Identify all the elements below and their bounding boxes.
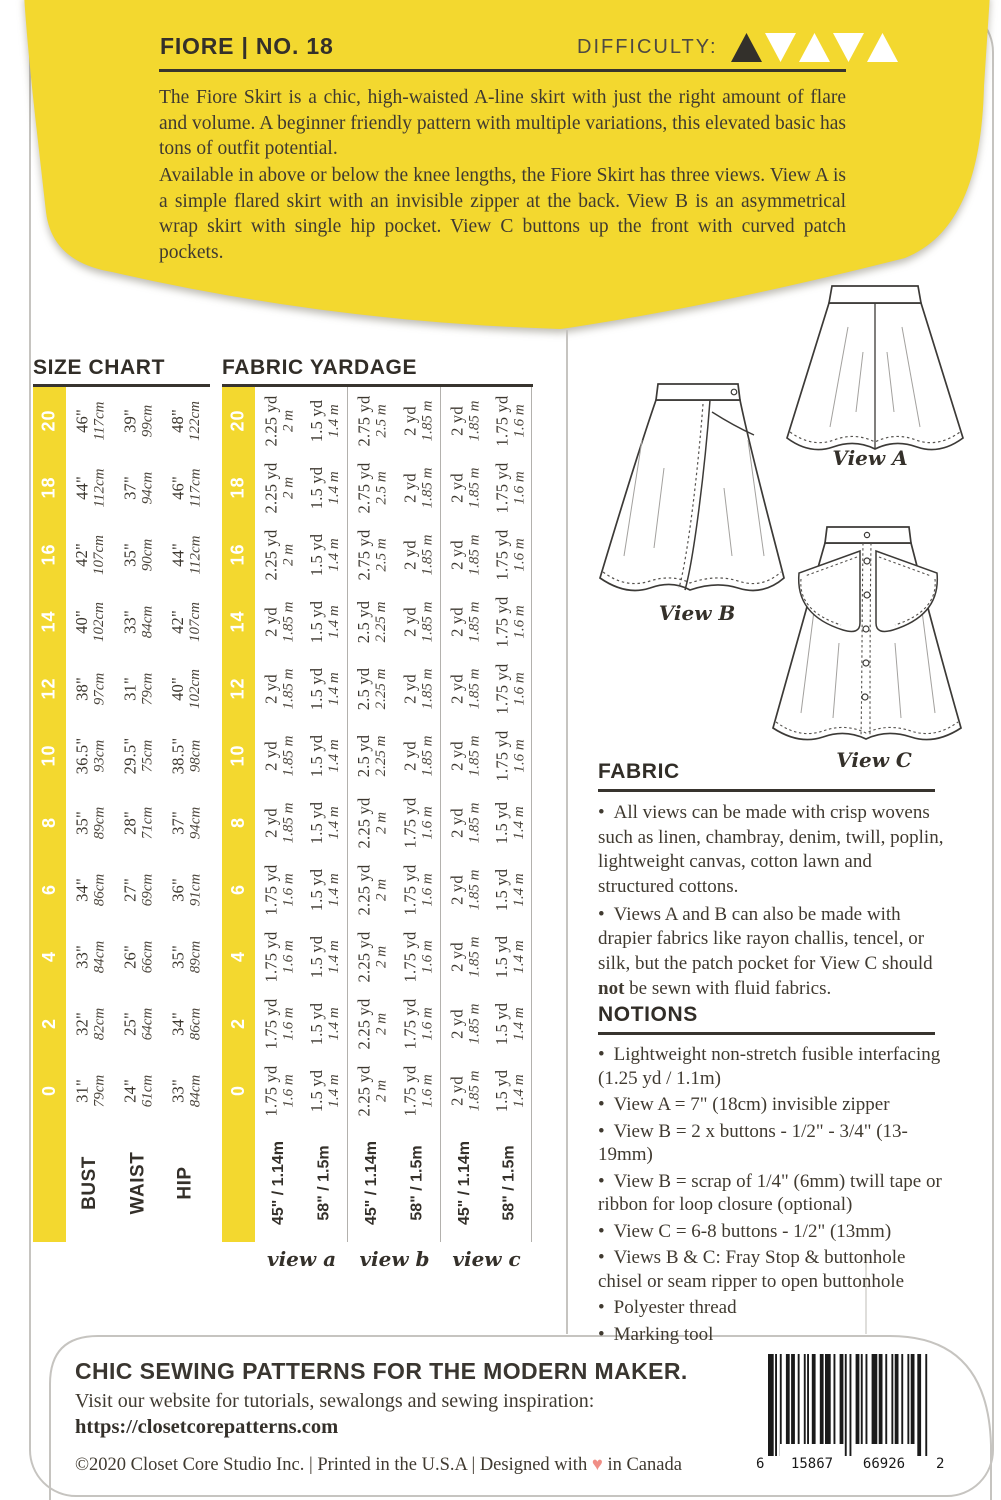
size-cell: 10 — [222, 722, 255, 789]
bullet-item: • View B = scrap of 1/4" (6mm) twill tape or ribbon for loop closure (optional) — [598, 1170, 942, 1216]
size-cell: 0 — [222, 1057, 255, 1124]
svg-text:15867: 15867 — [790, 1456, 834, 1472]
difficulty-triangle-1 — [731, 33, 762, 62]
measurement-cell: 38" 97cm — [72, 672, 107, 705]
size-chart-heading: SIZE CHART — [33, 356, 165, 379]
bullet-item: • View C = 6-8 buttons - 1/2" (13mm) — [598, 1220, 892, 1242]
row-label-cell: BUST — [79, 1156, 101, 1210]
description-paragraph-2: Available in above or below the knee lengths, the Fiore Skirt has three views. View A is a simple flared skirt with an invisible zipper at the back. View B is an asymmetrical wrap skirt with single hip pocket. View C buttons up the front with curved patch pockets. — [159, 165, 846, 264]
yardage-cell: 1.5 yd 1.4 m — [489, 923, 532, 990]
measurement-cell: 27" 69cm — [120, 873, 155, 906]
pattern-title: FIORE | NO. 18 — [160, 33, 334, 59]
measurement-cell: 44" 112cm — [71, 468, 107, 507]
yardage-cell: 2.25 yd 2 m — [261, 529, 296, 580]
measurement-cell: 39" 99cm — [120, 404, 155, 437]
yardage-cell: 1.75 yd 1.6 m — [261, 1065, 296, 1116]
size-cell: 8 — [33, 789, 66, 856]
title-rule — [159, 69, 846, 72]
measurement-cell: 38.5" 98cm — [168, 737, 203, 774]
difficulty-triangle-4 — [833, 33, 864, 62]
yardage-cell: 2.25 yd 2 m — [354, 1065, 389, 1116]
measurement-cell: 28" 71cm — [120, 806, 155, 839]
measurement-cell: 34" 86cm — [168, 1007, 203, 1040]
yardage-cell: 2 yd 1.85 m — [261, 802, 296, 843]
yardage-cell: 1.5 yd 1.4 m — [489, 856, 532, 923]
footer-url: https://closetcorepatterns.com — [75, 1416, 339, 1438]
width-label-cell: 58" / 1.5m — [489, 1124, 532, 1242]
description-paragraph-1: The Fiore Skirt is a chic, high-waisted A-line skirt with just the right amount of flare and volume. A beginner friendly pattern with multiple variations, this elevated basic has tons of outfit potential. — [159, 87, 846, 160]
yardage-cell: 1.5 yd 1.4 m — [489, 1057, 532, 1124]
size-cell: 20 — [222, 387, 255, 454]
measurement-cell: 37" 94cm — [168, 806, 203, 839]
yardage-cell: 1.75 yd 1.6 m — [489, 588, 532, 655]
width-label-cell: 58" / 1.5m — [303, 1124, 348, 1242]
difficulty-triangle-2 — [765, 33, 796, 62]
yardage-cell: 2.25 yd 2 m — [354, 931, 389, 982]
yardage-cell: 2 yd 1.85 m — [447, 802, 482, 843]
yardage-cell: 2.25 yd 2 m — [261, 462, 296, 513]
fabric-rule — [598, 789, 935, 792]
size-cell: 0 — [33, 1057, 66, 1124]
measurement-cell: 35" 89cm — [72, 806, 107, 839]
yardage-cell: 2 yd 1.85 m — [396, 722, 441, 789]
bullet-item: • View A = 7" (18cm) invisible zipper — [598, 1094, 890, 1116]
yardage-cell: 2.25 yd 2 m — [354, 864, 389, 915]
svg-text:66926: 66926 — [862, 1456, 906, 1472]
yardage-cell: 1.75 yd 1.6 m — [489, 722, 532, 789]
width-label-cell: 45" / 1.14m — [270, 1140, 287, 1226]
yardage-cell: 1.5 yd 1.4 m — [303, 1057, 348, 1124]
yardage-cell: 1.5 yd 1.4 m — [303, 655, 348, 722]
yardage-cell: 2 yd 1.85 m — [447, 1070, 482, 1111]
yardage-cell: 1.5 yd 1.4 m — [303, 990, 348, 1057]
measurement-cell: 40" 102cm — [72, 601, 107, 642]
yardage-cell: 2 yd 1.85 m — [396, 655, 441, 722]
yardage-cell: 1.75 yd 1.6 m — [261, 931, 296, 982]
yardage-cell: 1.5 yd 1.4 m — [303, 454, 348, 521]
notions-bullet-list — [598, 1043, 945, 1350]
yardage-cell: 2.75 yd 2.5 m — [354, 529, 389, 580]
measurement-cell: 35" 90cm — [120, 538, 155, 571]
yardage-cell: 1.5 yd 1.4 m — [303, 856, 348, 923]
measurement-cell: 31" 79cm — [72, 1074, 107, 1107]
size-cell: 12 — [33, 655, 66, 722]
difficulty-triangles — [731, 33, 898, 62]
measurement-cell: 32" 82cm — [72, 1007, 107, 1040]
yardage-cell: 1.75 yd 1.6 m — [261, 998, 296, 1049]
bullet-item: • All views can be made with crisp wovens such as linen, chambray, denim, twill, poplin, lightweight canvas, cotton lawn and structured cottons. — [598, 802, 944, 898]
barcode — [748, 1352, 998, 1482]
yardage-cell: 1.5 yd 1.4 m — [489, 990, 532, 1057]
yardage-cell: 2.75 yd 2.5 m — [354, 462, 389, 513]
yardage-cell: 2 yd 1.85 m — [447, 936, 482, 977]
yardage-cell: 1.75 yd 1.6 m — [396, 990, 441, 1057]
measurement-cell: 42" 107cm — [168, 601, 203, 642]
yardage-cell: 1.75 yd 1.6 m — [396, 923, 441, 990]
yardage-cell: 2.5 yd 2.25 m — [353, 734, 389, 777]
measurement-cell: 29.5" 75cm — [120, 737, 155, 774]
yardage-cell: 2 yd 1.85 m — [447, 400, 482, 441]
yardage-cell: 1.5 yd 1.4 m — [303, 789, 348, 856]
view-c-label: View C — [836, 748, 912, 772]
difficulty-triangle-3 — [799, 33, 830, 62]
notions-rule — [598, 1032, 935, 1035]
view-label: view c — [452, 1247, 521, 1271]
size-cell: 4 — [222, 923, 255, 990]
measurement-cell: 24" 61cm — [120, 1074, 155, 1107]
svg-text:6: 6 — [756, 1456, 765, 1472]
measurement-cell: 37" 94cm — [120, 471, 155, 504]
row-label-cell: HIP — [175, 1166, 196, 1200]
svg-text:2: 2 — [936, 1456, 945, 1472]
copyright-post: in Canada — [602, 1455, 682, 1475]
heart-icon: ♥ — [591, 1455, 603, 1475]
measurement-cell: 33" 84cm — [120, 605, 155, 638]
measurement-cell: 42" 107cm — [72, 534, 107, 575]
yardage-cell: 2 yd 1.85 m — [261, 668, 296, 709]
measurement-cell: 36" 91cm — [168, 873, 203, 906]
size-cell: 14 — [222, 588, 255, 655]
yardage-cell: 2 yd 1.85 m — [261, 735, 296, 776]
measurement-cell: 35" 89cm — [168, 940, 203, 973]
footer-tagline: CHIC SEWING PATTERNS FOR THE MODERN MAKER. — [75, 1358, 688, 1384]
width-label-cell: 45" / 1.14m — [363, 1140, 380, 1226]
yardage-cell: 1.75 yd 1.6 m — [396, 856, 441, 923]
view-a-skirt-illustration — [778, 282, 970, 460]
yardage-cell: 2 yd 1.85 m — [396, 387, 441, 454]
yardage-cell: 2 yd 1.85 m — [447, 1003, 482, 1044]
size-cell: 14 — [33, 588, 66, 655]
measurement-cell: 31" 79cm — [120, 672, 155, 705]
measurement-cell: 26" 66cm — [120, 940, 155, 973]
yardage-cell: 2 yd 1.85 m — [261, 601, 296, 642]
measurement-cell: 46" 117cm — [167, 468, 203, 507]
measurement-cell: 44" 112cm — [167, 535, 203, 574]
width-label-cell: 58" / 1.5m — [396, 1124, 441, 1242]
yardage-cell: 2 yd 1.85 m — [447, 467, 482, 508]
measurement-cell: 25" 64cm — [120, 1007, 155, 1040]
yardage-cell: 1.75 yd 1.6 m — [489, 655, 532, 722]
yardage-cell: 2 yd 1.85 m — [396, 454, 441, 521]
fabric-yardage-table — [222, 387, 532, 1276]
view-c-skirt-illustration — [763, 523, 975, 763]
size-band-end — [222, 1124, 255, 1242]
fabric-heading: FABRIC — [598, 760, 680, 783]
bullet-item: • Polyester thread — [598, 1297, 737, 1319]
measurement-cell: 36.5" 93cm — [72, 737, 107, 774]
yardage-cell: 2.75 yd 2.5 m — [354, 395, 389, 446]
yardage-cell: 1.5 yd 1.4 m — [303, 588, 348, 655]
bullet-item: • View B = 2 x buttons - 1/2" - 3/4" (13-19mm) — [598, 1120, 908, 1166]
copyright-pre: ©2020 Closet Core Studio Inc. | Printed in the U.S.A | Designed with — [75, 1455, 592, 1475]
view-label: view b — [359, 1247, 430, 1271]
bullet-item: • Marking tool — [598, 1324, 714, 1346]
difficulty-triangle-5 — [867, 33, 898, 62]
yardage-cell: 2 yd 1.85 m — [447, 668, 482, 709]
size-cell: 6 — [222, 856, 255, 923]
measurement-cell: 40" 102cm — [168, 668, 203, 709]
measurement-cell: 46" 117cm — [71, 401, 107, 440]
size-chart-table — [33, 387, 210, 1242]
size-cell: 2 — [33, 990, 66, 1057]
view-a-label: View A — [832, 446, 908, 470]
yardage-cell: 2.25 yd 2 m — [354, 797, 389, 848]
yardage-cell: 2 yd 1.85 m — [447, 735, 482, 776]
measurement-cell: 48" 122cm — [168, 400, 203, 441]
size-cell: 18 — [222, 454, 255, 521]
yardage-cell: 1.5 yd 1.4 m — [303, 722, 348, 789]
yardage-cell: 1.5 yd 1.4 m — [303, 923, 348, 990]
size-cell: 12 — [222, 655, 255, 722]
width-label-cell: 45" / 1.14m — [456, 1140, 473, 1226]
size-cell: 18 — [33, 454, 66, 521]
yardage-cell: 1.5 yd 1.4 m — [489, 789, 532, 856]
size-cell: 10 — [33, 722, 66, 789]
yardage-cell: 1.5 yd 1.4 m — [303, 521, 348, 588]
yardage-cell: 2 yd 1.85 m — [396, 521, 441, 588]
measurement-cell: 33" 84cm — [72, 940, 107, 973]
fabric-yardage-heading: FABRIC YARDAGE — [222, 356, 418, 379]
yardage-cell: 1.75 yd 1.6 m — [396, 789, 441, 856]
difficulty-label: DIFFICULTY: — [577, 36, 718, 58]
yardage-cell: 1.75 yd 1.6 m — [261, 864, 296, 915]
yardage-cell: 1.75 yd 1.6 m — [489, 387, 532, 454]
view-b-label: View B — [658, 601, 736, 625]
yardage-cell: 2.25 yd 2 m — [354, 998, 389, 1049]
footer-visit-line: Visit our website for tutorials, sewalongs and sewing inspiration: — [75, 1390, 595, 1412]
bullet-item: • Views A and B can also be made with drapier fabrics like rayon challis, tencel, or silk, but the patch pocket for View C should not be sewn with fluid fabrics. — [598, 903, 933, 999]
notions-heading: NOTIONS — [598, 1003, 698, 1026]
size-cell: 20 — [33, 387, 66, 454]
size-cell: 16 — [222, 521, 255, 588]
view-label-spacer — [222, 1242, 255, 1276]
row-label-cell: WAIST — [127, 1151, 149, 1215]
yardage-cell: 1.5 yd 1.4 m — [303, 387, 348, 454]
size-cell: 2 — [222, 990, 255, 1057]
view-label: view a — [266, 1247, 337, 1271]
yardage-cell: 2 yd 1.85 m — [447, 601, 482, 642]
yardage-cell: 2 yd 1.85 m — [447, 869, 482, 910]
bullet-item: • Lightweight non-stretch fusible interfacing (1.25 yd / 1.1m) — [598, 1044, 941, 1089]
footer-copyright — [75, 1455, 682, 1476]
size-cell: 6 — [33, 856, 66, 923]
size-band-end — [33, 1124, 66, 1242]
measurement-cell: 34" 86cm — [72, 873, 107, 906]
yardage-cell: 1.75 yd 1.6 m — [489, 454, 532, 521]
size-cell: 16 — [33, 521, 66, 588]
fabric-bullet-list — [598, 801, 945, 1005]
size-cell: 4 — [33, 923, 66, 990]
measurement-cell: 33" 84cm — [168, 1074, 203, 1107]
yardage-cell: 2.5 yd 2.25 m — [353, 600, 389, 643]
yardage-cell: 2.5 yd 2.25 m — [353, 667, 389, 710]
yardage-cell: 1.75 yd 1.6 m — [489, 521, 532, 588]
bullet-item: • Views B & C: Fray Stop & buttonhole chisel or seam ripper to open buttonhole — [598, 1247, 906, 1292]
yardage-cell: 1.75 yd 1.6 m — [396, 1057, 441, 1124]
size-cell: 8 — [222, 789, 255, 856]
yardage-cell: 2 yd 1.85 m — [447, 534, 482, 575]
yardage-cell: 2.25 yd 2 m — [261, 395, 296, 446]
yardage-cell: 2 yd 1.85 m — [396, 588, 441, 655]
